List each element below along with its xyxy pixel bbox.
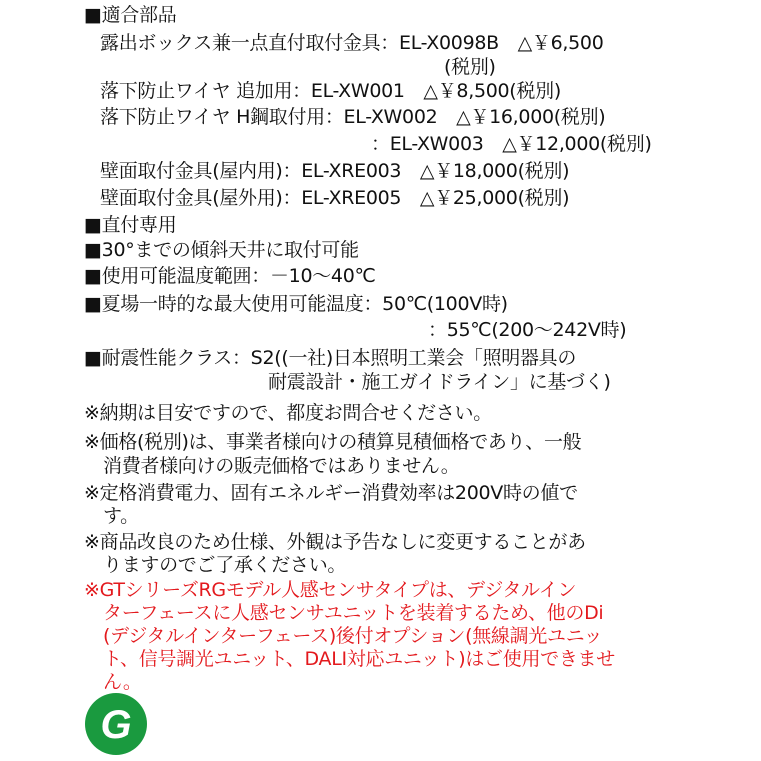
warning-line: ※GTシリーズRGモデル人感センサタイプは、デジタルイン xyxy=(84,579,577,601)
parts-item: 落下防止ワイヤ 追加用：EL-XW001 △￥8,500(税別) xyxy=(100,80,561,102)
note-line: ※商品改良のため仕様、外観は予告なしに変更することがあ xyxy=(84,531,586,553)
spec-item: ■直付専用 xyxy=(84,214,177,236)
logo-letter: G xyxy=(100,703,132,747)
spec-item: 耐震設計・施工ガイドライン」に基づく) xyxy=(268,371,611,393)
parts-item: (税別) xyxy=(444,56,496,78)
warning-line: ん。 xyxy=(103,671,142,693)
warning-line: ト、信号調光ユニット、DALI対応ユニット)はご使用できませ xyxy=(103,648,615,670)
parts-heading: ■適合部品 xyxy=(84,4,177,26)
parts-item: ：EL-XW003 △￥12,000(税別) xyxy=(371,133,652,155)
parts-item: 落下防止ワイヤ H鋼取付用：EL-XW002 △￥16,000(税別) xyxy=(100,106,606,128)
parts-item: 壁面取付金具(屋外用)：EL-XRE005 △￥25,000(税別) xyxy=(100,187,570,209)
spec-item: ：55℃(200～242V時) xyxy=(428,319,627,341)
parts-item: 露出ボックス兼一点直付取付金具：EL-X0098B △￥6,500 xyxy=(100,32,604,54)
spec-item: ■使用可能温度範囲：－10～40℃ xyxy=(84,265,376,287)
warning-line: (デジタルインターフェース)後付オプション(無線調光ユニッ xyxy=(103,625,603,647)
spec-item: ■30°までの傾斜天井に取付可能 xyxy=(84,239,359,261)
note-line: ※定格消費電力、固有エネルギー消費効率は200V時の値で xyxy=(84,482,578,504)
parts-item: 壁面取付金具(屋内用)：EL-XRE003 △￥18,000(税別) xyxy=(100,160,570,182)
note-line: ※価格(税別)は、事業者様向けの積算見積価格であり、一般 xyxy=(84,431,582,453)
note-line: 消費者様向けの販売価格ではありません。 xyxy=(103,455,460,477)
note-line: りますのでご了承ください。 xyxy=(103,554,347,576)
warning-line: ターフェースに人感センサユニットを装着するため、他のDi xyxy=(103,602,604,624)
note-line: ※納期は目安ですので、都度お問合せください。 xyxy=(84,402,492,424)
note-line: す。 xyxy=(103,505,139,527)
spec-item: ■耐震性能クラス：S2((一社)日本照明工業会「照明器具の xyxy=(84,347,577,369)
spec-item: ■夏場一時的な最大使用可能温度：50℃(100V時) xyxy=(84,293,508,315)
g-logo-icon xyxy=(84,692,148,756)
